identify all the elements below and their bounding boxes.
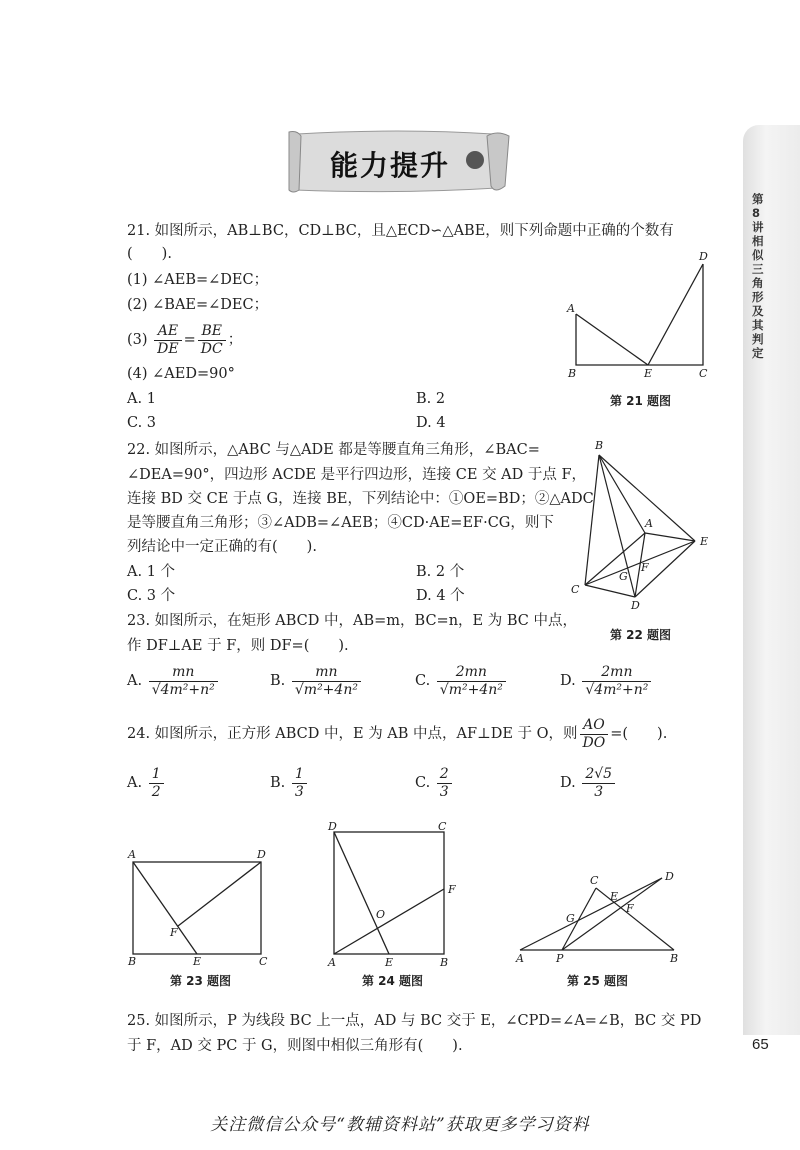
q24-option-c: C. $\frac{2}{3}$ (415, 762, 454, 804)
fig22-label-a: A (645, 517, 653, 530)
chapter-side-tab-label: 第8讲 相似三角形及其判定 (752, 192, 764, 360)
fig23-label-d: D (257, 848, 266, 861)
q22-option-d: D. 4 个 (416, 588, 465, 604)
q25-figure-caption: 第 25 题图 (567, 974, 629, 988)
figure-22 (565, 435, 720, 615)
fig24-label-b: B (440, 956, 449, 968)
fig24-label-e: E (385, 956, 394, 968)
section-title: 能力提升 (329, 149, 450, 182)
fig24-label-d: D (328, 820, 337, 833)
fig24-label-o: O (376, 908, 386, 921)
fig25-label-e: E (610, 890, 619, 903)
q21-statement-3: (3) $\frac{AE}{DE}$ = $\frac{BE}{DC}$ ； (127, 322, 243, 357)
fig25-label-g: G (566, 912, 575, 925)
fig25-label-d: D (665, 870, 674, 883)
q23-figure-caption: 第 23 题图 (170, 974, 232, 988)
q22-option-a: A. 1 个 (127, 564, 176, 580)
q23-option-c: C. $\frac{2mn}{\text{√m²+4n²}}$ (415, 660, 508, 702)
figure-24 (320, 818, 460, 968)
fig22-label-f: F (641, 561, 649, 574)
q24-option-a: A. $\frac{1}{2}$ (127, 762, 166, 804)
fig22-label-c: C (571, 583, 580, 596)
q21-line1: 21. 如图所示，AB⊥BC，CD⊥BC，且△ECD∽△ABE，则下列命题中正确的个数有 (127, 223, 674, 239)
q22-line1: 22. 如图所示，△ABC 与△ADE 都是等腰直角三角形，∠BAC= (127, 442, 540, 458)
fig23-label-e: E (193, 955, 202, 968)
fig21-label-b: B (568, 367, 577, 380)
figure-25 (510, 868, 685, 968)
q22-option-c: C. 3 个 (127, 588, 176, 604)
q24-line1: 24. 如图所示，正方形 ABCD 中，E 为 AB 中点，AF⊥DE 于 O，则 $\frac{AO}{DO}$ =( ). (127, 716, 668, 751)
fig21-label-d: D (699, 250, 708, 263)
fig21-label-c: C (699, 367, 708, 380)
fig21-label-a: A (567, 302, 575, 315)
fig25-label-c: C (590, 874, 599, 887)
q24-option-b: B. $\frac{1}{3}$ (270, 762, 309, 804)
q21-option-c: C. 3 (127, 415, 157, 431)
q25-line2: 于 F，AD 交 PC 于 G，则图中相似三角形有( ). (127, 1038, 463, 1054)
q24-frac-ao-do: $\frac{AO}{DO}$ (580, 717, 609, 752)
q21-statement-2: (2) ∠BAE=∠DEC； (127, 297, 269, 313)
q21-option-b: B. 2 (416, 391, 446, 407)
figure-23 (120, 848, 280, 968)
page-number: 65 (752, 1036, 769, 1053)
q21-figure-caption: 第 21 题图 (610, 394, 672, 408)
q23-option-d: D. $\frac{2mn}{\text{√4m²+n²}}$ (560, 660, 653, 702)
q23-option-b: B. $\frac{mn}{\text{√m²+4n²}}$ (270, 660, 363, 702)
fig25-label-b: B (670, 952, 679, 965)
fig22-label-b: B (595, 439, 604, 452)
footer-note: 关注微信公众号“教辅资料站”获取更多学习资料 (210, 1115, 590, 1135)
q21-option-a: A. 1 (127, 391, 156, 407)
q25-line1: 25. 如图所示，P 为线段 BC 上一点，AD 与 BC 交于 E，∠CPD=∠A=∠B，BC 交 PD (127, 1013, 702, 1029)
q24-figure-caption: 第 24 题图 (362, 974, 424, 988)
q22-option-b: B. 2 个 (416, 564, 465, 580)
fig22-label-g: G (619, 570, 628, 583)
q23-line2: 作 DF⊥AE 于 F，则 DF=( ). (127, 638, 349, 654)
q21-line2: ( ). (127, 246, 172, 262)
fig24-label-a: A (328, 956, 336, 968)
fig25-label-f: F (626, 902, 634, 915)
q21-statement-1: (1) ∠AEB=∠DEC； (127, 272, 269, 288)
fig23-label-c: C (259, 955, 268, 968)
q22-line3: 连接 BD 交 CE 于点 G，连接 BE，下列结论中：①OE=BD；②△ADC (127, 491, 594, 507)
fig23-label-a: A (128, 848, 136, 861)
fig22-label-e: E (700, 535, 709, 548)
q22-line5: 列结论中一定正确的有( ). (127, 539, 317, 555)
fig24-label-f: F (448, 883, 456, 896)
q22-figure-caption: 第 22 题图 (610, 628, 672, 642)
q21-frac-ae-de: $\frac{AE}{DE}$ (154, 323, 181, 358)
q21-option-d: D. 4 (416, 415, 446, 431)
q23-line1: 23. 如图所示，在矩形 ABCD 中，AB=m，BC=n，E 为 BC 中点， (127, 613, 577, 629)
fig24-label-c: C (438, 820, 447, 833)
fig21-label-e: E (644, 367, 653, 380)
fig25-label-p: P (556, 952, 564, 965)
q21-frac-be-dc: $\frac{BE}{DC}$ (198, 323, 226, 358)
q21-statement-4: (4) ∠AED=90° (127, 366, 235, 382)
fig25-label-a: A (516, 952, 524, 965)
q23-option-a: A. $\frac{mn}{\text{√4m²+n²}}$ (127, 660, 220, 702)
fig23-label-f: F (170, 926, 178, 939)
figure-21 (560, 250, 720, 380)
q24-option-d: D. $\frac{2√5}{3}$ (560, 762, 617, 804)
q22-line2: ∠DEA=90°，四边形 ACDE 是平行四边形，连接 CE 交 AD 于点 F， (127, 467, 587, 483)
q22-line4: 是等腰直角三角形；③∠ADB=∠AEB；④CD·AE=EF·CG，则下 (127, 515, 554, 531)
fig23-label-b: B (128, 955, 137, 968)
fig22-label-d: D (631, 599, 640, 612)
